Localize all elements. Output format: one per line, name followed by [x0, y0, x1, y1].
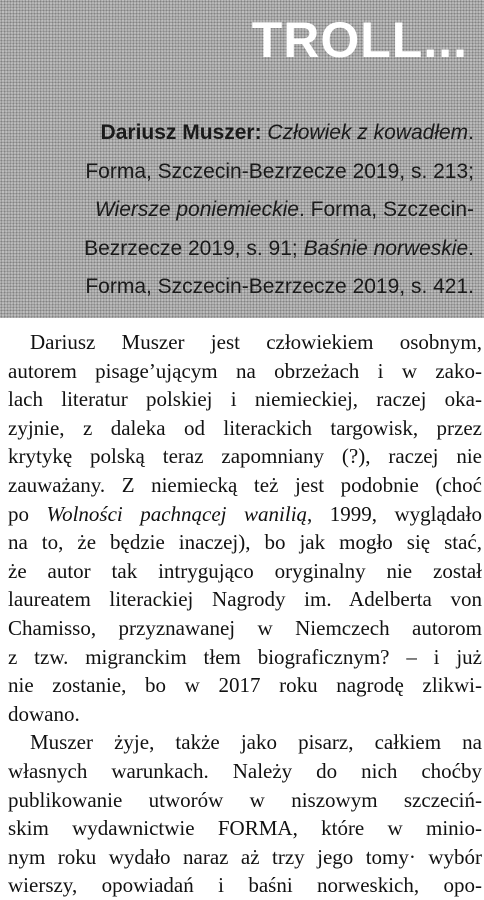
article-line [8, 414, 482, 443]
article-line [8, 385, 482, 414]
article-text: Muszer żyje, także jako pisarz, całkiem na [30, 730, 482, 755]
article-text: z tzw. migranckim tłem biograficznym? – i już [8, 644, 482, 669]
article-text: własnych warunkach. Należy do nich choćby [8, 758, 482, 783]
article-text: autorem pisage’ującym na obrzeżach i w zako- [8, 358, 482, 383]
article-body [8, 328, 482, 900]
bibliography-line [16, 153, 474, 192]
article-line [8, 757, 482, 786]
book-title: Baśnie norweskie [303, 236, 469, 260]
article-line [8, 585, 482, 614]
bibliography-line [16, 268, 474, 307]
article-line [8, 328, 482, 357]
bibliography-line [16, 230, 474, 269]
article-line [8, 471, 482, 500]
article-text: po [8, 501, 47, 526]
article-text: lach literatur polskiej i niemieckiej, raczej oka- [8, 387, 482, 412]
article-line [8, 614, 482, 643]
article-text: że autor tak intrygująco oryginalny nie został [8, 558, 482, 583]
bibliography-text: . [468, 236, 474, 260]
bibliography-line [16, 114, 474, 153]
book-title: Wolności pachnącej wanilią [46, 501, 308, 526]
article-line [8, 871, 482, 900]
article-line [8, 786, 482, 815]
article-text: dowano. [8, 701, 80, 726]
book-title: Wiersze poniemieckie [94, 198, 299, 222]
article-text: skim wydawnictwie FORMA, które w minio- [8, 816, 482, 841]
article-text: wierszy, opowiadań i baśni norweskich, opo- [8, 873, 482, 898]
article-line [8, 671, 482, 700]
article-line [8, 728, 482, 757]
article-text: zyjnie, z daleka od literackich targowisk, przez [8, 415, 482, 440]
article-text: Dariusz Muszer jest człowiekiem osobnym, [30, 330, 482, 354]
article-line [8, 843, 482, 872]
article-line [8, 357, 482, 386]
bibliography-text: . [468, 121, 474, 144]
article-line [8, 643, 482, 672]
article-text: na to, że będzie inaczej), bo jak mogło się stać, [8, 530, 482, 555]
article-line [8, 442, 482, 471]
article-line [8, 814, 482, 843]
article-text: laureatem literackiej Nagrody im. Adelberta von [8, 587, 482, 612]
book-title: Człowiek z kowadłem [267, 121, 469, 144]
article-text: krytykę polską teraz zapomniany (?), raczej nie [8, 444, 482, 469]
article-text: zauważany. Z niemiecką też jest podobnie (choć [8, 472, 482, 497]
bibliographic-note [16, 114, 474, 307]
article-line [8, 500, 482, 529]
article-text: Chamisso, przyznawanej w Niemczech autorom [8, 615, 482, 640]
bibliography-text: Forma, Szczecin-Bezrzecze 2019, s. 421. [85, 275, 474, 299]
bibliography-line [16, 191, 474, 230]
article-text: publikowanie utworów w niszowym szczeciń- [8, 787, 482, 812]
section-title: TROLL... [251, 12, 468, 68]
author-name: : [254, 121, 268, 144]
bibliography-text: . Forma, Szczecin- [298, 198, 474, 222]
bibliography-text: Bezrzecze 2019, s. 91; [84, 236, 304, 260]
article-text: nym roku wydało naraz aż trzy jego tomy· wybór [8, 844, 482, 869]
article-line [8, 528, 482, 557]
article-line [8, 700, 482, 729]
author-name: Dariusz Muszer [100, 121, 255, 144]
article-line [8, 557, 482, 586]
bibliography-header [0, 0, 484, 318]
article-text: , 1999, wyglądało [307, 501, 482, 526]
article-text: nie zostanie, bo w 2017 roku nagrodę zlikwi- [8, 673, 482, 698]
bibliography-text: Forma, Szczecin-Bezrzecze 2019, s. 213; [85, 159, 474, 183]
